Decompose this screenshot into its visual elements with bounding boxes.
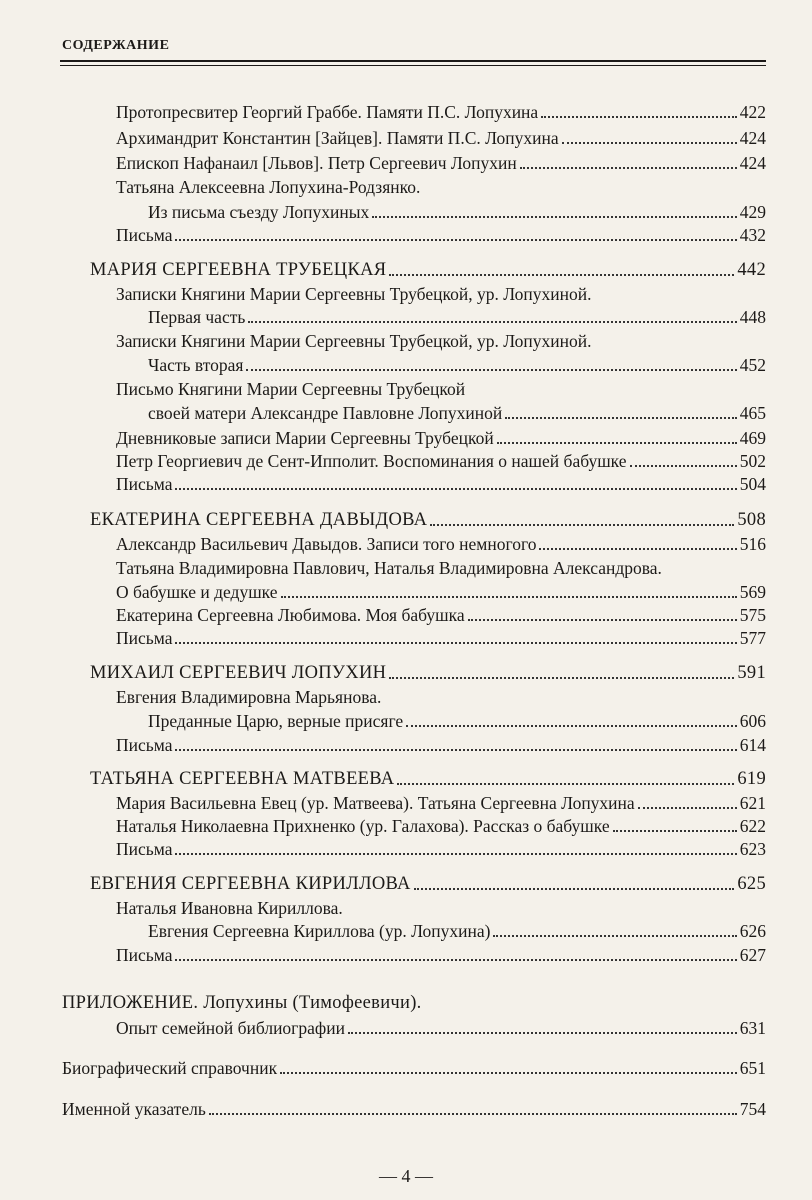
dot-leader — [493, 935, 736, 937]
toc-entry-author: Евгения Владимировна Марьянова. — [116, 687, 382, 707]
page-number: 577 — [739, 628, 766, 648]
toc-entry[interactable]: Именной указатель 754 — [62, 1099, 766, 1119]
page-number: 625 — [737, 874, 766, 894]
toc-section-heading[interactable]: МИХАИЛ СЕРГЕЕВИЧ ЛОПУХИН 591 — [90, 663, 766, 683]
dot-leader — [209, 1113, 737, 1115]
toc-entry[interactable]: Письма 577 — [116, 628, 766, 648]
page-number: 631 — [739, 1018, 766, 1038]
toc-entry-author: Записки Княгини Марии Сергеевны Трубецкой, ур. Лопухиной. — [116, 284, 592, 304]
dot-leader — [175, 488, 736, 490]
page-number: 626 — [739, 921, 766, 941]
page-number: 516 — [739, 534, 766, 554]
toc-entry[interactable]: Опыт семейной библиографии 631 — [116, 1018, 766, 1038]
dot-leader — [406, 725, 737, 727]
page-number: 606 — [739, 711, 766, 731]
running-header: СОДЕРЖАНИЕ — [62, 38, 170, 53]
dot-leader — [562, 142, 737, 144]
dot-leader — [175, 959, 736, 961]
dot-leader — [397, 783, 734, 785]
toc-entry[interactable]: Петр Георгиевич де Сент-Ипполит. Воспоминания о нашей бабушке 502 — [116, 451, 766, 471]
page-number: 504 — [739, 474, 766, 494]
dot-leader — [520, 167, 737, 169]
dot-leader — [497, 442, 737, 444]
page-number: 569 — [739, 582, 766, 602]
toc-appendix-heading: ПРИЛОЖЕНИЕ. Лопухины (Тимофеевичи). — [62, 993, 422, 1013]
dot-leader — [389, 677, 734, 679]
page-number: 424 — [739, 128, 766, 148]
toc-entry-author: Письмо Княгини Марии Сергеевны Трубецкой — [116, 379, 466, 399]
page-number: 619 — [737, 769, 766, 789]
page-number: 621 — [739, 793, 766, 813]
toc-entry[interactable]: Письма 614 — [116, 735, 766, 755]
page-number: 429 — [739, 202, 766, 222]
toc-entry[interactable]: Протопресвитер Георгий Граббе. Памяти П.С. Лопухина 422 — [116, 102, 766, 122]
dot-leader — [630, 465, 737, 467]
dot-leader — [505, 417, 736, 419]
page-number: 627 — [739, 945, 766, 965]
page-number: 442 — [737, 260, 766, 280]
toc-entry[interactable]: О бабушке и дедушке 569 — [116, 582, 766, 602]
page-number: 502 — [739, 451, 766, 471]
toc-entry[interactable]: Преданные Царю, верные присяге 606 — [148, 711, 766, 731]
page-number: 651 — [739, 1058, 766, 1078]
toc-entry[interactable]: Наталья Николаевна Прихненко (ур. Галахова). Рассказ о бабушке 622 — [116, 816, 766, 836]
dot-leader — [541, 116, 737, 118]
dot-leader — [372, 216, 737, 218]
toc-entry[interactable]: Архимандрит Константин [Зайцев]. Памяти П.С. Лопухина 424 — [116, 128, 766, 148]
dot-leader — [175, 853, 736, 855]
dot-leader — [638, 807, 737, 809]
toc-entry-author: Татьяна Владимировна Павлович, Наталья Владимировна Александрова. — [116, 558, 662, 578]
dot-leader — [348, 1032, 737, 1034]
page-number: 432 — [739, 225, 766, 245]
page-number: 754 — [739, 1099, 766, 1119]
toc-entry[interactable]: Часть вторая 452 — [148, 355, 766, 375]
dot-leader — [175, 749, 736, 751]
dot-leader — [414, 888, 735, 890]
toc-entry[interactable]: Евгения Сергеевна Кириллова (ур. Лопухина) 626 — [148, 921, 766, 941]
toc-entry[interactable]: Екатерина Сергеевна Любимова. Моя бабушка 575 — [116, 605, 766, 625]
page-number: 623 — [739, 839, 766, 859]
toc-entry[interactable]: Письма 623 — [116, 839, 766, 859]
toc-entry-author: Татьяна Алексеевна Лопухина-Родзянко. — [116, 177, 421, 197]
toc-entry[interactable]: Епископ Нафанаил [Львов]. Петр Сергеевич Лопухин 424 — [116, 153, 766, 173]
dot-leader — [613, 830, 737, 832]
page-number: 424 — [739, 153, 766, 173]
toc-entry[interactable]: Письма 504 — [116, 474, 766, 494]
toc-entry[interactable]: Александр Васильевич Давыдов. Записи того немногого 516 — [116, 534, 766, 554]
dot-leader — [389, 274, 734, 276]
toc-entry[interactable]: Из письма съезду Лопухиных 429 — [148, 202, 766, 222]
page-number: 469 — [739, 428, 766, 448]
page-number: 452 — [739, 355, 766, 375]
toc-section-heading[interactable]: МАРИЯ СЕРГЕЕВНА ТРУБЕЦКАЯ 442 — [90, 260, 766, 280]
dot-leader — [248, 321, 736, 323]
dot-leader — [175, 239, 736, 241]
dot-leader — [246, 369, 736, 371]
page-number: 591 — [737, 663, 766, 683]
toc-entry[interactable]: Письма 432 — [116, 225, 766, 245]
dot-leader — [430, 524, 734, 526]
page-number: 448 — [739, 307, 766, 327]
toc-entry[interactable]: Биографический справочник 651 — [62, 1058, 766, 1078]
dot-leader — [175, 642, 736, 644]
page-number: 622 — [739, 816, 766, 836]
dot-leader — [539, 548, 736, 550]
page-number: 508 — [737, 510, 766, 530]
toc-entry[interactable]: Первая часть 448 — [148, 307, 766, 327]
toc-entry[interactable]: Письма 627 — [116, 945, 766, 965]
toc-entry[interactable]: своей матери Александре Павловне Лопухиной 465 — [148, 403, 766, 423]
dot-leader — [468, 619, 737, 621]
toc-section-heading[interactable]: ТАТЬЯНА СЕРГЕЕВНА МАТВЕЕВА 619 — [90, 769, 766, 789]
toc-section-heading[interactable]: ЕКАТЕРИНА СЕРГЕЕВНА ДАВЫДОВА 508 — [90, 510, 766, 530]
page-number: 465 — [739, 403, 766, 423]
toc-entry-author: Записки Княгини Марии Сергеевны Трубецкой, ур. Лопухиной. — [116, 331, 592, 351]
toc-entry[interactable]: Мария Васильевна Евец (ур. Матвеева). Татьяна Сергеевна Лопухина 621 — [116, 793, 766, 813]
page-number-footer: — 4 — — [379, 1166, 433, 1186]
toc-section-heading[interactable]: ЕВГЕНИЯ СЕРГЕЕВНА КИРИЛЛОВА 625 — [90, 874, 766, 894]
dot-leader — [280, 1072, 737, 1074]
page-number: 422 — [739, 102, 766, 122]
page-number: 614 — [739, 735, 766, 755]
toc-entry-author: Наталья Ивановна Кириллова. — [116, 898, 343, 918]
dot-leader — [281, 596, 737, 598]
toc-entry[interactable]: Дневниковые записи Марии Сергеевны Трубецкой 469 — [116, 428, 766, 448]
page-number: 575 — [739, 605, 766, 625]
